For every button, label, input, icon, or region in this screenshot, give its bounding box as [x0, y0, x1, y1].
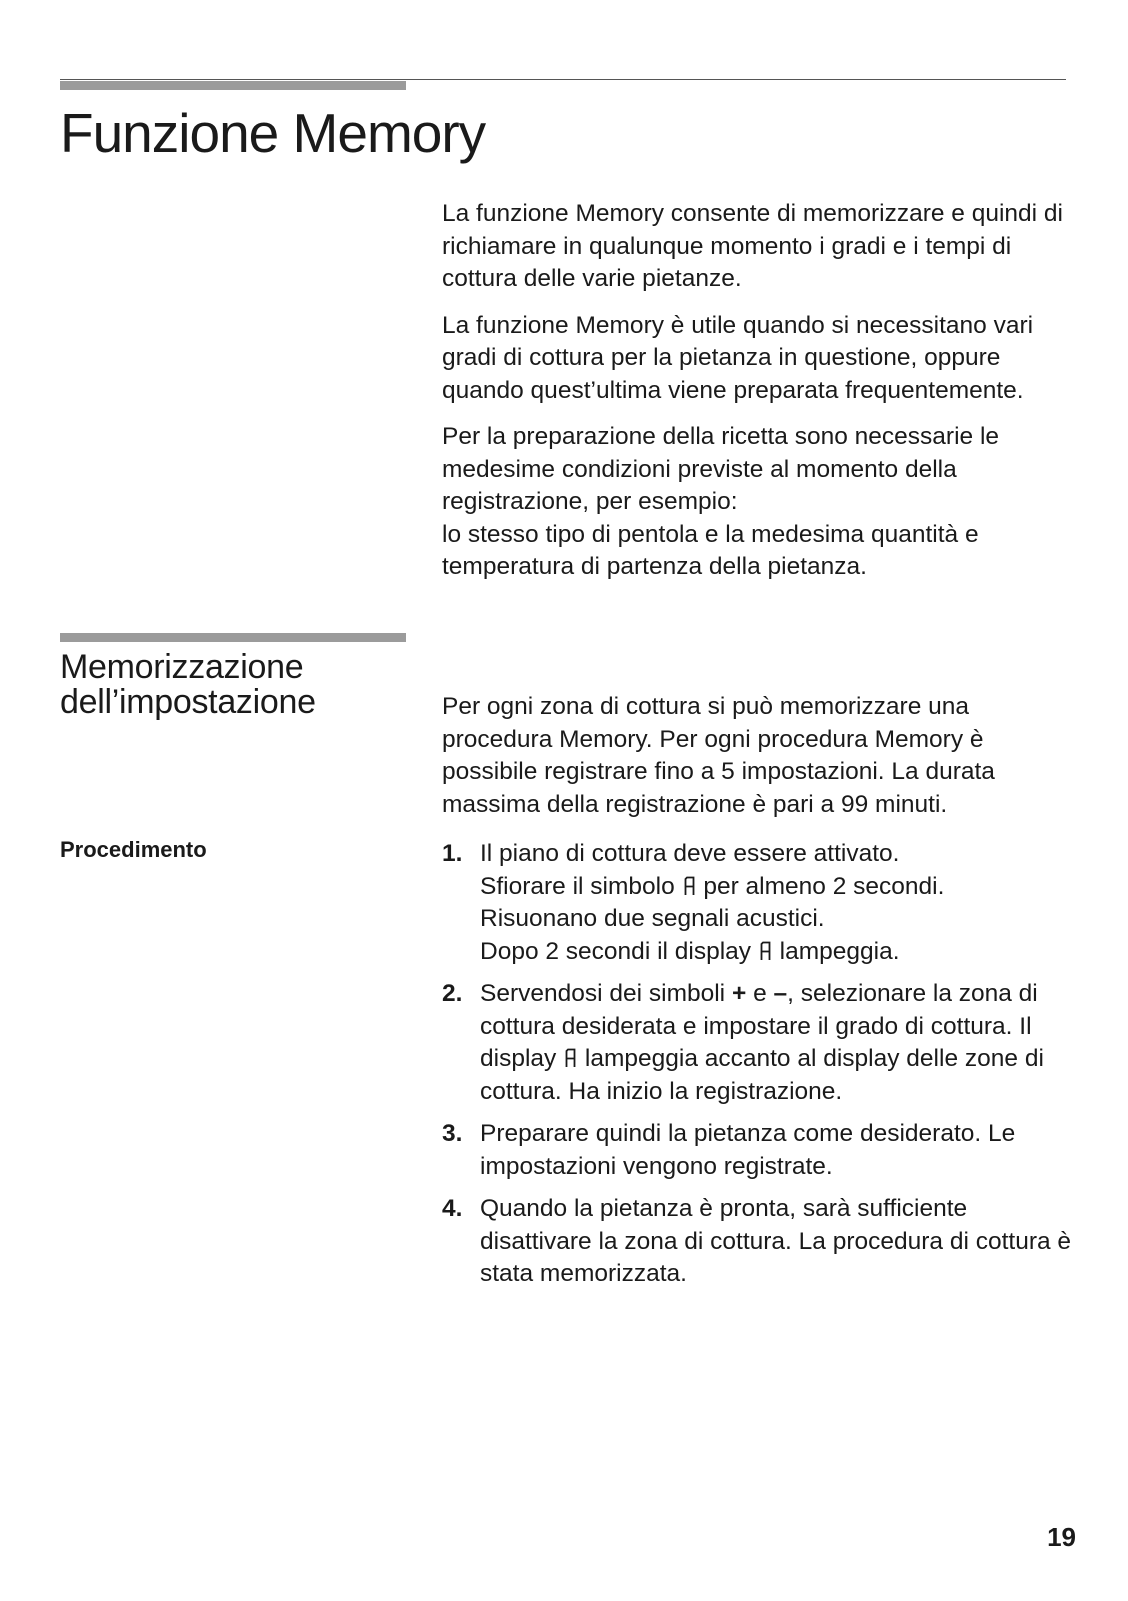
intro-paragraph: La funzione Memory consente di memorizzare e quindi di richiamare in qualunque momento i gradi e i tempi di cottura delle varie pietanze.	[442, 200, 1063, 292]
minus-symbol: –	[773, 980, 788, 1007]
plus-symbol: +	[731, 980, 747, 1007]
step-number: 2.	[442, 980, 463, 1007]
step-text: Dopo 2 secondi il display	[480, 937, 752, 965]
page-number: 19	[1047, 1522, 1076, 1552]
section-title-line: dell’impostazione	[60, 683, 316, 721]
memory-a-segment-icon	[565, 1048, 576, 1068]
section-body	[442, 691, 1072, 835]
step-item	[442, 978, 1072, 1108]
step-item	[442, 1193, 1072, 1291]
intro-text	[442, 198, 1072, 598]
step-text: lampeggia accanto al display delle zone di cottura. Ha inizio la registrazione.	[480, 1045, 1044, 1105]
section-title-line: Memorizzazione	[60, 648, 304, 686]
memory-a-segment-icon	[760, 941, 771, 961]
step-number: 4.	[442, 1195, 463, 1222]
procedure-steps	[442, 838, 1072, 1301]
step-text: Preparare quindi la pietanza come desiderato. Le impostazioni vengono registrate.	[480, 1120, 1016, 1180]
step-text: Risuonano due segnali acustici.	[480, 905, 825, 932]
step-text: Servendosi dei simboli	[480, 980, 726, 1007]
procedure-label: Procedimento	[60, 837, 207, 862]
step-text: lampeggia.	[779, 937, 900, 965]
intro-paragraph: lo stesso tipo di pentola e la medesima quantità e temperatura di partenza della pietanza.	[442, 520, 979, 580]
step-item	[442, 1118, 1072, 1183]
step-text: Il piano di cottura deve essere attivato.	[480, 840, 900, 867]
step-number: 1.	[442, 840, 463, 867]
section-bar-accent	[60, 633, 406, 642]
step-text: Quando la pietanza è pronta, sarà sufficiente disattivare la zona di cottura. La procedura di cottura è stata memorizzata.	[480, 1195, 1072, 1287]
section-title	[60, 650, 316, 720]
step-number: 3.	[442, 1120, 463, 1147]
header-rule	[60, 79, 1066, 80]
step-text: Sfiorare il simbolo	[480, 872, 675, 900]
step-item	[442, 838, 1072, 968]
step-text: , selezionare la zona di cottura desiderata e impostare il grado di cottura. Il display	[480, 980, 1038, 1072]
intro-paragraph: Per la preparazione della ricetta sono necessarie le medesime condizioni previste al momento della registrazione, per esempio:	[442, 423, 1000, 515]
step-text: per almeno 2 secondi.	[703, 872, 945, 900]
step-text: e	[753, 980, 767, 1007]
page-title: Funzione Memory	[60, 102, 486, 164]
intro-paragraph: La funzione Memory è utile quando si necessitano vari gradi di cottura per la pietanza in questione, oppure quando quest’ultima viene preparata frequentemente.	[442, 311, 1034, 404]
title-bar-accent	[60, 81, 406, 90]
section-paragraph: Per ogni zona di cottura si può memorizzare una procedura Memory. Per ogni procedura Memory è possibile registrare fino a 5 impostazioni. La durata massima della registrazione è pari a 99 minuti.	[442, 693, 995, 818]
memory-a-segment-icon	[684, 876, 695, 896]
